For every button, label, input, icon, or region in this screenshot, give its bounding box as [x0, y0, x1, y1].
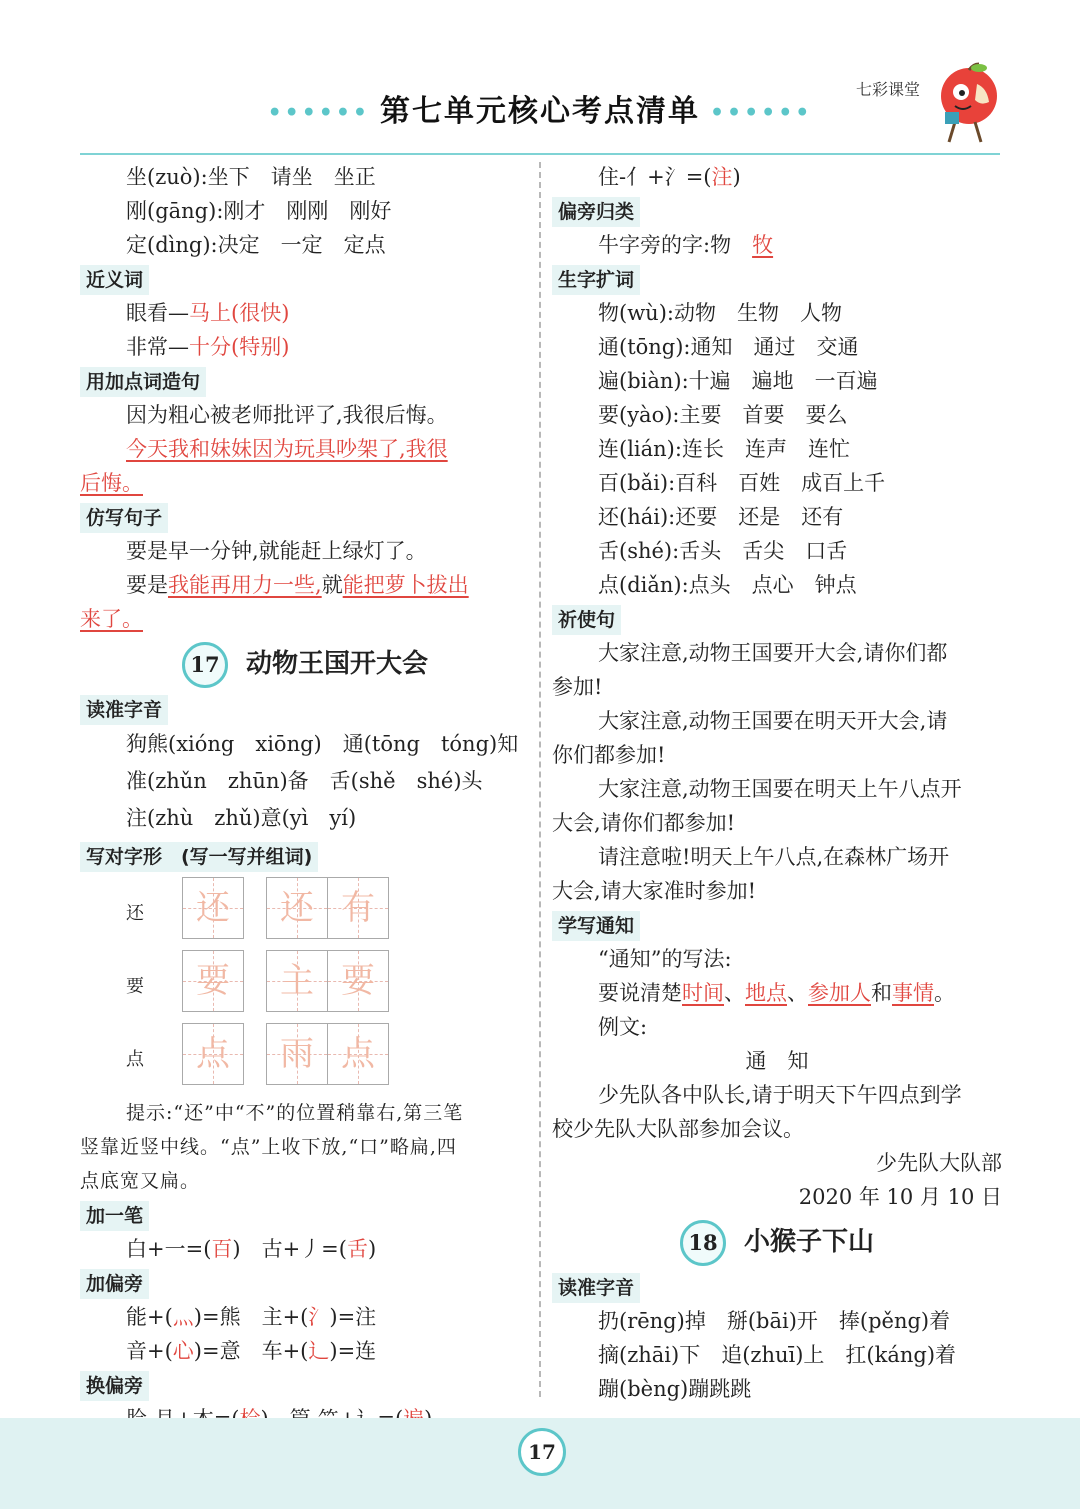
- section-expand: 生字扩词: [552, 265, 640, 295]
- imperative-line: 大家注意,动物王国要在明天开大会,请: [598, 709, 948, 733]
- tip-line: 点底宽又扁。: [80, 1170, 201, 1192]
- imitate-example: 要是早一分钟,就能赶上绿灯了。: [126, 539, 427, 563]
- writing-box: 雨: [266, 1023, 328, 1085]
- pronounce-line: 蹦(bèng)蹦跳跳: [598, 1377, 752, 1401]
- notice-date: 2020 年 10 月 10 日: [798, 1185, 1002, 1209]
- expand-line: 遍(biàn):十遍 遍地 一百遍: [598, 369, 878, 393]
- notice-body: 少先队各中队长,请于明天下午四点到学: [598, 1083, 962, 1107]
- right-column: [552, 160, 1002, 1406]
- lesson-title: 小猴子下山: [744, 1227, 875, 1257]
- column-divider: [539, 162, 541, 1397]
- imperative-line: 大会,请大家准时参加!: [552, 879, 757, 903]
- lesson-17-heading: [80, 636, 530, 692]
- expand-line: 连(lián):连长 连声 连忙: [598, 437, 850, 461]
- section-pronounce: 读准字音: [80, 695, 168, 725]
- writing-box: 点: [327, 1023, 389, 1085]
- expand-line: 通(tōng):通知 通过 交通: [598, 335, 859, 359]
- brand-label: 七彩课堂: [856, 80, 921, 99]
- expand-line: 舌(shé):舌头 舌尖 口舌: [598, 539, 848, 563]
- synonym-line: 非常—十分(特别): [126, 335, 290, 359]
- grid-label: 要: [126, 976, 144, 997]
- word-line: 刚(gāng):刚才 刚刚 刚好: [126, 199, 392, 223]
- pronounce-line: 准(zhǔn zhūn)备 舌(shě shé)头: [126, 769, 483, 793]
- page-number: 17: [518, 1428, 566, 1476]
- expand-line: 还(hái):还要 还是 还有: [598, 505, 844, 529]
- expand-line: 要(yào):主要 首要 要么: [598, 403, 848, 427]
- imperative-line: 你们都参加!: [552, 743, 666, 767]
- expand-line: 点(diǎn):点头 点心 钟点: [598, 573, 857, 597]
- notice-body: 校少先队大队部参加会议。: [552, 1117, 804, 1141]
- section-sentence: 用加点词造句: [80, 367, 206, 397]
- imitate-answer: 要是我能再用力一些,就能把萝卜拔出: [126, 573, 469, 597]
- section-write: 写对字形 (写一写并组词): [80, 842, 318, 872]
- sentence-example: 因为粗心被老师批评了,我很后悔。: [126, 403, 448, 427]
- writing-box: 点: [182, 1023, 244, 1085]
- lesson-number: 18: [680, 1220, 726, 1266]
- sentence-answer-cont: 后悔。: [80, 471, 143, 495]
- add-radical-line: 能+(灬)=熊 主+(氵)=注: [126, 1305, 377, 1329]
- add-stroke-line: 白+一=(百) 古+丿=(舌): [126, 1237, 377, 1261]
- synonym-line: 眼看—马上(很快): [126, 301, 290, 325]
- imitate-answer-cont: 来了。: [80, 607, 143, 631]
- imperative-line: 大家注意,动物王国要开大会,请你们都: [598, 641, 948, 665]
- section-notice: 学写通知: [552, 911, 640, 941]
- section-pronounce-18: 读准字音: [552, 1273, 640, 1303]
- section-classify: 偏旁归类: [552, 197, 640, 227]
- grid-row: [80, 877, 530, 950]
- writing-box: 有: [327, 877, 389, 939]
- radical-line: 住-亻+氵=(注): [598, 165, 741, 189]
- pronounce-line: 注(zhù zhǔ)意(yì yí): [126, 806, 357, 830]
- tip-line: 竖靠近竖中线。“点”上收下放,“口”略扁,四: [80, 1136, 457, 1158]
- grid-label: 点: [126, 1049, 144, 1070]
- imperative-line: 参加!: [552, 675, 603, 699]
- section-imitate: 仿写句子: [80, 503, 168, 533]
- tip-line: 提示:“还”中“不”的位置稍靠右,第三笔: [126, 1102, 464, 1124]
- example-label: 例文:: [598, 1015, 648, 1039]
- pronounce-line: 摘(zhāi)下 追(zhuī)上 扛(káng)着: [598, 1343, 957, 1367]
- expand-line: 百(bǎi):百科 百姓 成百上千: [598, 471, 886, 495]
- classify-line: 牛字旁的字:物 牧: [598, 233, 774, 257]
- apple-mascot-icon: [925, 62, 1005, 150]
- left-column: [80, 160, 530, 1436]
- word-line: 坐(zuò):坐下 请坐 坐正: [126, 165, 376, 189]
- section-imperative: 祈使句: [552, 605, 621, 635]
- writing-box: 要: [182, 950, 244, 1012]
- section-add-radical: 加偏旁: [80, 1269, 149, 1299]
- lesson-18-heading: [552, 1214, 1002, 1270]
- title-text: 第七单元核心考点清单: [380, 94, 700, 129]
- imperative-line: 请注意啦!明天上午八点,在森林广场开: [598, 845, 950, 869]
- notice-requirements: 要说清楚时间、地点、参加人和事情。: [598, 981, 955, 1005]
- imperative-line: 大家注意,动物王国要在明天上午八点开: [598, 777, 962, 801]
- notice-how: “通知”的写法:: [598, 947, 732, 971]
- section-synonyms: 近义词: [80, 265, 149, 295]
- title-dots-right: ••••••: [710, 100, 813, 126]
- notice-heading: 通 知: [745, 1049, 809, 1073]
- lesson-title: 动物王国开大会: [246, 649, 429, 679]
- grid-label: 还: [126, 903, 144, 924]
- sentence-answer: 今天我和妹妹因为玩具吵架了,我很: [126, 437, 448, 461]
- writing-box: 还: [182, 877, 244, 939]
- pronounce-line: 扔(rēng)掉 掰(bāi)开 捧(pěng)着: [598, 1309, 951, 1333]
- title-dots-left: ••••••: [267, 100, 370, 126]
- expand-line: 物(wù):动物 生物 人物: [598, 301, 842, 325]
- imperative-line: 大会,请你们都参加!: [552, 811, 736, 835]
- section-change-radical: 换偏旁: [80, 1371, 149, 1401]
- writing-box: 还: [266, 877, 328, 939]
- writing-box: 要: [327, 950, 389, 1012]
- grid-row: [80, 950, 530, 1023]
- section-add-stroke: 加一笔: [80, 1201, 149, 1231]
- grid-row: [80, 1023, 530, 1096]
- notice-sign: 少先队大队部: [876, 1151, 1002, 1175]
- header-rule: [80, 153, 1000, 155]
- writing-box: 主: [266, 950, 328, 1012]
- lesson-number: 17: [182, 642, 228, 688]
- add-radical-line: 音+(心)=意 车+(辶)=连: [126, 1339, 377, 1363]
- word-line: 定(dìng):决定 一定 定点: [126, 233, 386, 257]
- pronounce-line: 狗熊(xióng xiōng) 通(tōng tóng)知: [126, 732, 519, 756]
